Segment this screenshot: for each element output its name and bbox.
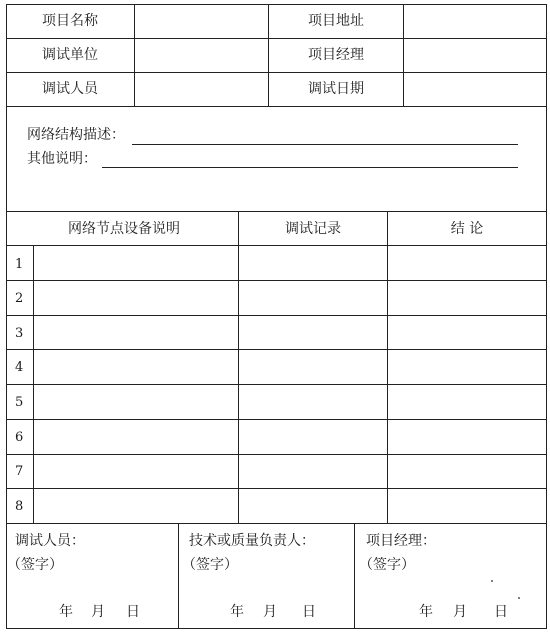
signature-col-divider-1 bbox=[178, 523, 179, 628]
scan-speck bbox=[491, 580, 493, 582]
table-col-divider-1 bbox=[238, 211, 239, 523]
signature-month: 月 bbox=[91, 604, 105, 620]
table-header-bottom bbox=[7, 245, 546, 246]
table-row-divider bbox=[7, 315, 546, 316]
test-personnel-value[interactable] bbox=[135, 73, 267, 106]
signature-day: 日 bbox=[494, 604, 508, 620]
signature-year: 年 bbox=[419, 604, 433, 620]
row-number: 2 bbox=[15, 291, 24, 306]
table-row-divider bbox=[7, 349, 546, 350]
table-row-divider bbox=[7, 280, 546, 281]
row-number: 4 bbox=[15, 360, 24, 375]
table-row-divider bbox=[7, 384, 546, 385]
project-manager-label: 项目经理 bbox=[308, 47, 364, 63]
other-notes-line[interactable] bbox=[102, 167, 518, 168]
signature-sign-label: （签字） bbox=[7, 557, 63, 573]
column-header-test-record: 调试记录 bbox=[285, 221, 341, 237]
signature-day: 日 bbox=[302, 604, 316, 620]
row-number: 8 bbox=[15, 499, 24, 514]
signature-role-project-manager: 项目经理： bbox=[366, 533, 436, 549]
debug-record-form bbox=[6, 4, 547, 629]
other-notes-label: 其他说明： bbox=[27, 151, 97, 167]
project-manager-value[interactable] bbox=[404, 39, 544, 72]
network-structure-label: 网络结构描述： bbox=[27, 127, 125, 143]
row-number: 1 bbox=[15, 257, 24, 272]
table-row-divider bbox=[7, 419, 546, 420]
network-structure-line[interactable] bbox=[132, 144, 518, 145]
row-number: 5 bbox=[15, 395, 24, 410]
signature-year: 年 bbox=[59, 604, 73, 620]
signature-role-tech-quality-lead: 技术或质量负责人： bbox=[189, 533, 315, 549]
signature-month: 月 bbox=[263, 604, 277, 620]
project-address-value[interactable] bbox=[404, 5, 544, 38]
test-unit-value[interactable] bbox=[135, 39, 267, 72]
row-number: 6 bbox=[15, 430, 24, 445]
column-header-conclusion: 结 论 bbox=[450, 221, 484, 237]
header-bottom-border bbox=[7, 106, 546, 107]
table-bottom-border bbox=[7, 523, 546, 524]
description-bottom-border bbox=[7, 211, 546, 212]
column-header-node-device: 网络节点设备说明 bbox=[68, 221, 180, 237]
test-unit-label: 调试单位 bbox=[42, 47, 98, 63]
signature-year: 年 bbox=[230, 604, 244, 620]
table-col-divider-2 bbox=[387, 211, 388, 523]
signature-role-test-personnel: 调试人员： bbox=[15, 533, 85, 549]
signature-month: 月 bbox=[453, 604, 467, 620]
test-personnel-label: 调试人员 bbox=[42, 81, 98, 97]
project-address-label: 项目地址 bbox=[308, 13, 364, 29]
header-col-divider-2 bbox=[268, 5, 269, 106]
table-row-divider bbox=[7, 488, 546, 489]
project-name-label: 项目名称 bbox=[42, 13, 98, 29]
signature-sign-label: （签字） bbox=[182, 557, 238, 573]
row-number: 7 bbox=[15, 464, 24, 479]
signature-day: 日 bbox=[126, 604, 140, 620]
test-date-label: 调试日期 bbox=[308, 81, 364, 97]
project-name-value[interactable] bbox=[135, 5, 267, 38]
row-number: 3 bbox=[15, 326, 24, 341]
signature-sign-label: （签字） bbox=[359, 557, 415, 573]
table-row-divider bbox=[7, 454, 546, 455]
signature-col-divider-2 bbox=[354, 523, 355, 628]
test-date-value[interactable] bbox=[404, 73, 544, 106]
scan-speck bbox=[518, 597, 520, 599]
